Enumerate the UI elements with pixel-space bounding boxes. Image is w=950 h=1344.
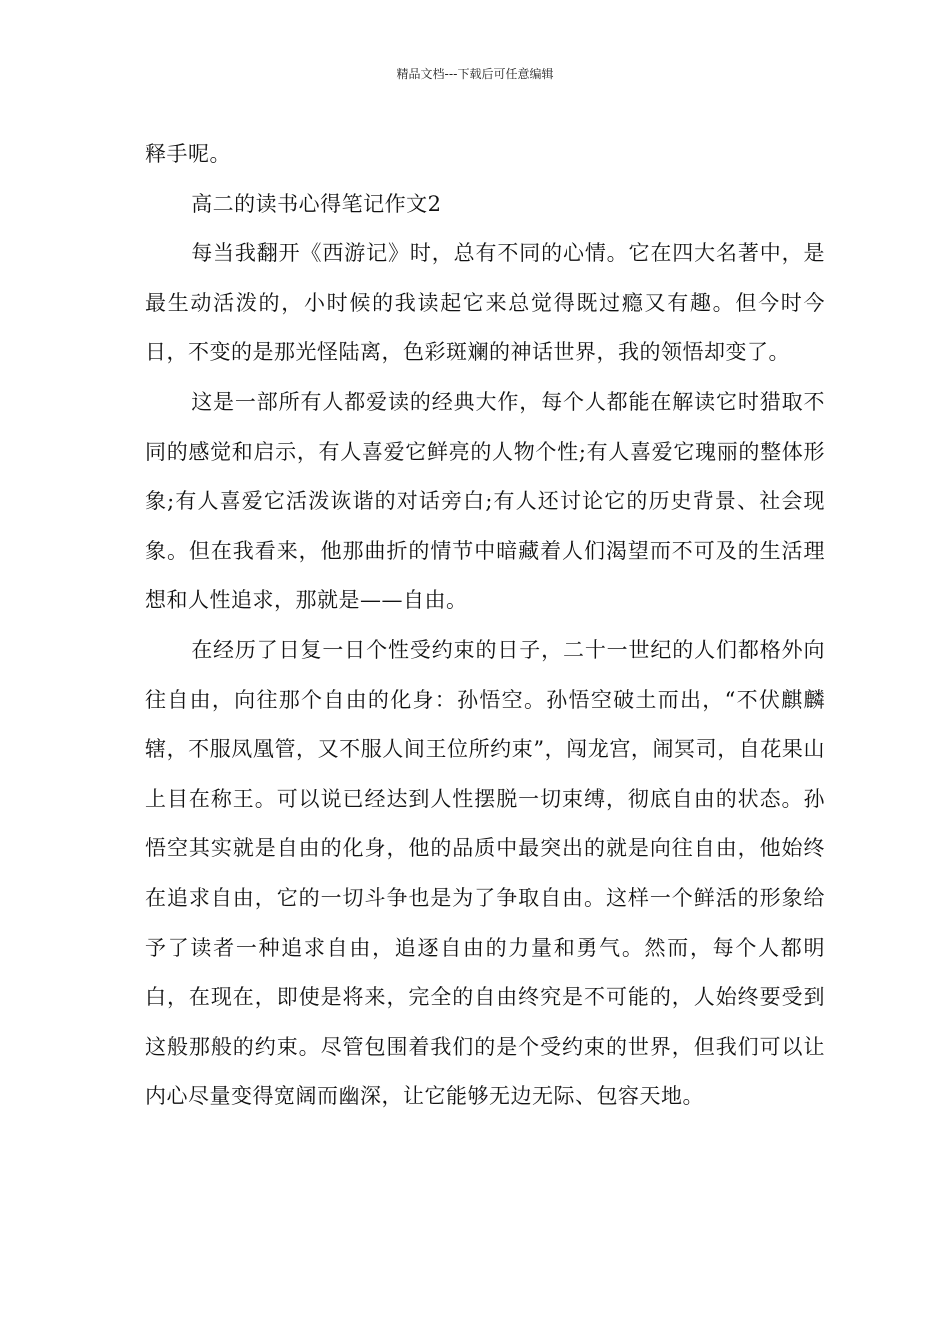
paragraph: 这是一部所有人都爱读的经典大作，每个人都能在解读它时猎取不同的感觉和启示，有人喜爱它鲜亮的人物个性;有人喜爱它瑰丽的整体形象;有人喜爱它活泼诙谐的对话旁白;有人还讨论它的历史背景、社会现象。但在我看来，他那曲折的情节中暗藏着人们渴望而不可及的生活理想和人性追求，那就是——自由。	[145, 389, 825, 613]
section-title: 高二的读书心得笔记作文2	[191, 191, 442, 216]
document-body	[145, 130, 825, 1122]
page-header: 精品文档---下载后可任意编辑	[396, 67, 554, 81]
paragraph: 在经历了日复一日个性受约束的日子，二十一世纪的人们都格外向往自由，向往那个自由的化身：孙悟空。孙悟空破土而出，“不伏麒麟辖，不服凤凰管，又不服人间王位所约束”，闯龙宫，闹冥司，自花果山上目在称王。可以说已经达到人性摆脱一切束缚，彻底自由的状态。孙悟空其实就是自由的化身，他的品质中最突出的就是向往自由，他始终在追求自由，它的一切斗争也是为了争取自由。这样一个鲜活的形象给予了读者一种追求自由，追逐自由的力量和勇气。然而，每个人都明白，在现在，即使是将来，完全的自由终究是不可能的，人始终要受到这般那般的约束。尽管包围着我们的是个受约束的世界，但我们可以让内心尽量变得宽阔而幽深，让它能够无边无际、包容天地。	[145, 637, 825, 1109]
paragraph: 每当我翻开《西游记》时，总有不同的心情。它在四大名著中，是最生动活泼的，小时候的我读起它来总觉得既过瘾又有趣。但今时今日，不变的是那光怪陆离，色彩斑斓的神话世界，我的领悟却变了。	[145, 241, 825, 365]
paragraph-continuation: 释手呢。	[145, 142, 231, 166]
